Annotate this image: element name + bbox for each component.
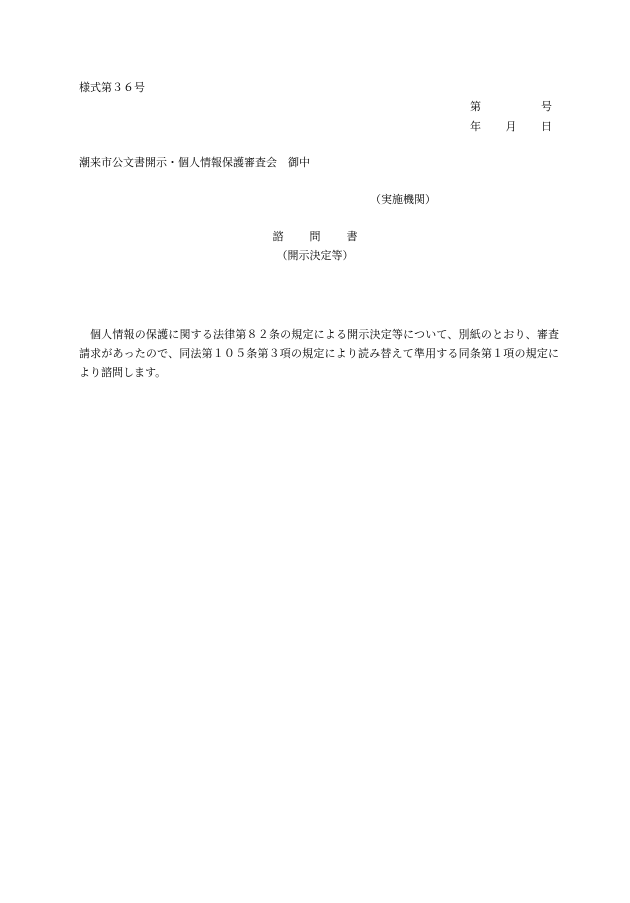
addressee: 潮来市公文書開示・個人情報保護審査会 御中: [79, 156, 310, 169]
title-char-3: 書: [346, 230, 358, 243]
form-number: 様式第３６号: [79, 81, 145, 94]
date-line: [470, 120, 552, 134]
date-day: 日: [541, 120, 552, 133]
title-char-2: 問: [309, 230, 321, 243]
date-month: 月: [505, 120, 517, 133]
document-title: [0, 230, 630, 244]
document-subtitle: （開示決定等）: [276, 249, 354, 262]
implementing-agency: （実施機関）: [370, 193, 436, 206]
body-text: 個人情報の保護に関する法律第８２条の規定による開示決定等について、別紙のとおり、審査請求があったので、同法第１０５条第３項の規定により読み替えて準用する同条第１項の規定により諮問します。: [79, 328, 559, 379]
document-number: [470, 100, 552, 114]
date-year: 年: [470, 120, 481, 133]
title-char-1: 諮: [272, 230, 284, 243]
document-number-suffix: 号: [541, 100, 552, 113]
document-number-prefix: 第: [470, 100, 481, 113]
